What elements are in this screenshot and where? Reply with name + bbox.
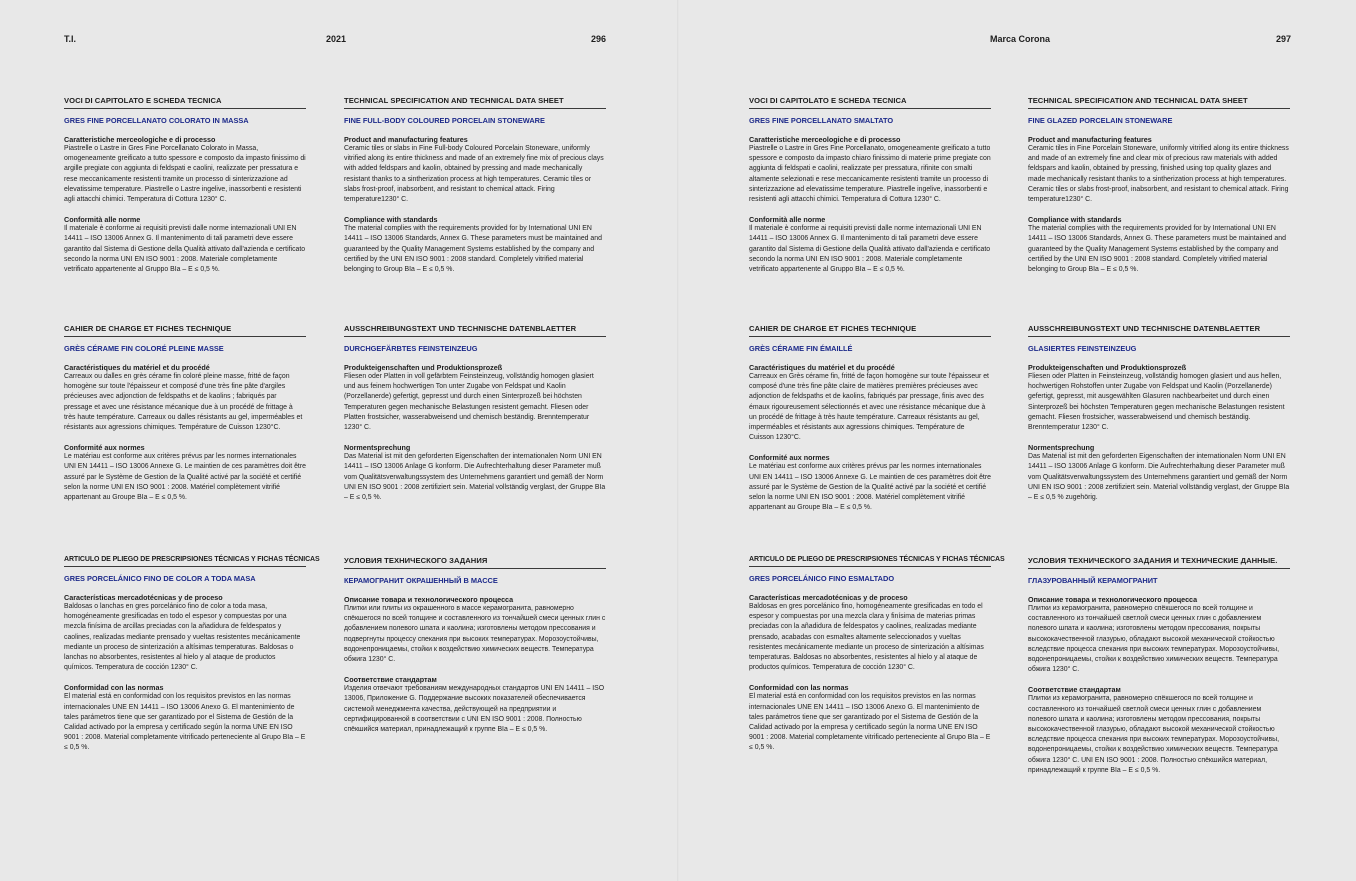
paragraph: Плитки из керамогранита, равномерно спёкшегося по всей толщине и составленного из тончайшей светлой смеси ценных глин с добавлением полевого шпата и каолина; изготовлены методом прессования, покрыты высококачественной глазурью, обладают высокой механической стойкостью вследствие процесса спекания при высоких температурах. Морозоустойчивы, водонепроницаемы, стойки к воздействию химических веществ. Температура обжига 1230° C. [1028, 605, 1280, 674]
paragraph: Il materiale è conforme ai requisiti previsti dalle norme internazionali UNI EN 14411 – ISO 13006 Annex G. Il mantenimento di tali parametri deve essere garantito dal Sistema di Gestione della Qualità attivato dall'azienda e certificato secondo la norma UNI EN ISO 9001 : 2008. Materiale completamente vetrificato appartenente al Gruppo BIa – E ≤ 0,5 %. [64, 225, 306, 274]
subheading: Conformidad con las normas [64, 683, 164, 693]
subheading: Caractéristiques du matériel et du procédé [749, 363, 895, 372]
paragraph: Das Material ist mit den geforderten Eigenschaften der internationalen Norm UNI EN 14411 – ISO 13006 Anlage G konform. Die Aufrechterhaltung dieser Parameter muß vom Qualitätsverwaltungssystem des Unternehmens garantiert und gemäß der Norm UNI EN ISO 9001 : 2008 zertifiziert sein. Material vollständig verglast, der Gruppe BIa – E ≤ 0,5 %. [344, 453, 606, 502]
section-italian [64, 96, 306, 275]
section-title: TECHNICAL SPECIFICATION AND TECHNICAL DATA SHEET [1028, 96, 1290, 109]
product-title: FINE FULL-BODY COLOURED PORCELAIN STONEWARE [344, 116, 545, 125]
product-title: ГЛАЗУРОВАННЫЙ КЕРАМОГРАНИТ [1028, 576, 1158, 585]
paragraph: The material complies with the requirements provided for by International UNI EN 14411 – ISO 13006 Standards, Annex G. These parameters must be maintained and guaranteed by the Quality Management Systems established by the company and certified by the UNI EN ISO 9001 : 2008 standard. Completely vitrified material belonging to Group BIa – E ≤ 0,5 %. [344, 225, 602, 274]
paragraph: Baldosas en gres porcelánico fino, homogéneamente gresificadas en todo el espesor y compuestas por una mezcla clara y finísima de materias primas preciadas con la añadidura de feldespatos y caolines, realizadas mediante prensado, acabadas con esmaltes altamente seleccionados y vueltas resistentes mecánicamente mediante un proceso de sinterización a altísimas temperaturas. Baldosas no absorbentes, resistentes al hielo y al ataque de productos químicos. Temperatura de cocción 1230° C. [749, 603, 984, 672]
header-brand: Marca Corona [990, 34, 1051, 44]
section-spanish [749, 556, 1005, 754]
subheading: Caractéristiques du matériel et du procédé [64, 363, 210, 372]
section-title: УСЛОВИЯ ТЕХНИЧЕСКОГО ЗАДАНИЯ И ТЕХНИЧЕСКИЕ ДАННЫЕ. [1028, 556, 1290, 569]
subheading: Compliance with standards [344, 215, 438, 225]
section-spanish [64, 556, 320, 754]
paragraph: Piastrelle o Lastre in Gres Fine Porcellanato, omogeneamente greificato a tutto spessore e composto da impasto chiaro finissimo di materie prime pregiate con aggiunta di feldspati e caolini, realizzate per pressatura, rifinite con smalti altamente selezionati e rese meccanicamente resistenti tramite un processo di sinterizzazione ad elevatissime temperature. Piastrelle ingelive, inassorbenti e resistenti agli attacchi chimici. Temperatura di Cottura 1230° C. [749, 145, 991, 204]
paragraph: Das Material ist mit den geforderten Eigenschaften der internationalen Norm UNI EN 14411 – ISO 13006 Anlage G konform. Die Aufrechterhaltung dieser Parameter muß vom Qualitätsverwaltungssystem des Unternehmens garantiert und gemäß der Norm UNI EN ISO 9001 : 2008 zertifiziert sein. Material vollständig verglast, der Gruppe BIa – E ≤ 0,5 % zugehörig. [1028, 453, 1290, 502]
subheading: Produkteigenschaften und Produktionsprozeß [344, 363, 503, 372]
page-number: 296 [591, 34, 607, 44]
paragraph: Piastrelle o Lastre in Gres Fine Porcellanato Colorato in Massa, omogeneamente greificato a tutto spessore e composto da impasto finissimo di argille pregiate con aggiunta di feldspati e caolini, realizzate per pressatura e rese meccanicamente resistenti tramite un processo di sinterizzazione ad elevatissime temperature. Piastrelle o Lastre ingelive, inassorbenti e resistenti agli attacchi chimici. Temperatura di Cottura 1230° C. [64, 145, 306, 204]
right-page [678, 0, 1356, 881]
section-english [1028, 96, 1290, 275]
section-title: VOCI DI CAPITOLATO E SCHEDA TECNICA [749, 96, 991, 109]
product-title: GRES PORCELÁNICO FINO ESMALTADO [749, 574, 895, 583]
section-italian [749, 96, 991, 275]
section-title: AUSSCHREIBUNGSTEXT UND TECHNISCHE DATENBLAETTER [344, 324, 606, 337]
product-title: GRES FINE PORCELLANATO SMALTATO [749, 116, 894, 125]
paragraph: Le matériau est conforme aux critères prévus par les normes internationales UNI EN 14411 – ISO 13006 Annexe G. Le maintien de ces paramètres doit être assuré par le Système de Gestion de la Qualité activé par la société et certifié selon la norme UNI EN ISO 9001 : 2008. Matériel complètement vitrifié appartenant au Groupe BIa – E ≤ 0,5 %. [64, 453, 306, 502]
section-title: TECHNICAL SPECIFICATION AND TECHNICAL DATA SHEET [344, 96, 606, 109]
subheading: Описание товара и технологического процесса [344, 595, 514, 604]
subheading: Caratteristiche merceologiche e di processo [749, 135, 901, 144]
product-title: КЕРАМОГРАНИТ ОКРАШЕННЫЙ В МАССЕ [344, 576, 498, 585]
paragraph: Плитки из керамогранита, равномерно спёкшегося по всей толщине и составленного из тончайшей светлой смеси ценных глин с добавлением полевого шпата и каолина; изготовлены методом прессования, покрыты высококачественной глазурью, обладают высокой механической стойкостью вследствие процесса спекания при высоких температурах. Морозоустойчивы, водонепроницаемы, стойки к воздействию химических веществ. Температура обжига 1230° C. UNI EN ISO 9001 : 2008. Полностью спёкшийся материал, принадлежащий к группе BIa – E ≤ 0,5 %. [1028, 695, 1280, 774]
section-title: CAHIER DE CHARGE ET FICHES TECHNIQUE [64, 324, 306, 337]
subheading: Conformidad con las normas [749, 683, 849, 693]
section-german [344, 324, 606, 503]
subheading: Product and manufacturing features [344, 135, 468, 144]
paragraph: Carreaux ou dalles en grès cérame fin coloré pleine masse, fritté de façon homogène sur toute l'épaisseur et composé d'une très fine pâte d'argiles précieuses avec adjonction de feldspaths et de kaolins ; fabriqués par pressage et avec une résistance mécanique due à un procédé de frittage à très haute température. Carreaux ou dalles résistants au gel, imperméables et résistants aux agressions chimiques. Température de Cuisson 1230°C. [64, 373, 303, 432]
paragraph: Ceramic tiles or slabs in Fine Full-body Coloured Porcelain Stoneware, uniformly vitrified along its entire thickness and made of an extremely fine mix of precious clays with added feldspars and kaolin, obtained by pressing and made mechanically resistant thanks to a sintherization process at high temperatures. Ceramic tiles or slabs frost-proof, inabsorbent, and resistant to chemical attack. Firing temperature1230° C. [344, 145, 604, 204]
subheading: Características mercadotécnicas y de proceso [64, 593, 223, 602]
section-title: VOCI DI CAPITOLATO E SCHEDA TECNICA [64, 96, 306, 109]
product-title: GRES PORCELÁNICO FINO DE COLOR A TODA MASA [64, 574, 256, 583]
subheading: Описание товара и технологического процесса [1028, 595, 1198, 604]
section-russian [1028, 556, 1290, 776]
paragraph: Il materiale è conforme ai requisiti previsti dalle norme internazionali UNI EN 14411 – ISO 13006 Annex G. Il mantenimento di tali parametri deve essere garantito dal Sistema di Gestione della Qualità attivato dall'azienda e certificato secondo la norma UNI EN ISO 9001 : 2008. Materiale completamente vetrificato appartenente al Gruppo BIa – E ≤ 0,5 %. [749, 225, 991, 274]
paragraph: Плитки или плиты из окрашенного в массе керамогранита, равномерно спёкшегося по всей толщине и составленного из тончайшей смеси ценных глин с добавлением полевого шпата и каолина; изготовлены методом прессования и подвергнуты процессу спекания при высоких температурах. Морозоустойчивы, водонепроницаемы, стойки к воздействию химических веществ. Температура обжига 1230° C. [344, 605, 606, 664]
subheading: Соответствие стандартам [344, 675, 437, 685]
section-english [344, 96, 606, 275]
paragraph: El material está en conformidad con los requisitos previstos en las normas internacionales UNE EN 14411 – ISO 13006 Anexo G. El mantenimiento de tales parámetros tiene que ser garantizado por el Sistema de Gestión de la Calidad activado por la empresa y certificado según la norma UNE EN ISO 9001 : 2008. Material completamente vitrificado perteneciente al Grupo BIa – E ≤ 0,5 %. [749, 693, 991, 752]
section-french [749, 324, 991, 513]
product-title: GRES FINE PORCELLANATO COLORATO IN MASSA [64, 116, 249, 125]
paragraph: Le matériau est conforme aux critères prévus par les normes internationales UNI EN 14411 – ISO 13006 Annexe G. Le maintien de ces paramètres doit être assuré par le Système de Gestion de la Qualité activé par la société et certifié selon la norme UNI EN ISO 9001 : 2008. Matériel complètement vitrifié appartenant au Groupe BIa – E ≤ 0,5 %. [749, 463, 991, 512]
paragraph: The material complies with the requirements provided for by International UNI EN 14411 – ISO 13006 Standards, Annex G. These parameters must be maintained and guaranteed by the Quality Management Systems established by the company and certified by the UNI EN ISO 9001 : 2008 standard. Completely vitrified material belonging to Group BIa – E ≤ 0,5 %. [1028, 225, 1286, 274]
subheading: Conformité aux normes [749, 453, 830, 463]
subheading: Conformità alle norme [64, 215, 141, 225]
subheading: Соответствие стандартам [1028, 685, 1121, 695]
subheading: Compliance with standards [1028, 215, 1122, 225]
header-year: 2021 [326, 34, 347, 44]
subheading: Normentsprechung [1028, 443, 1095, 453]
section-title: УСЛОВИЯ ТЕХНИЧЕСКОГО ЗАДАНИЯ [344, 556, 606, 569]
subheading: Conformité aux normes [64, 443, 145, 453]
product-title: DURCHGEFÄRBTES FEINSTEINZEUG [344, 344, 478, 353]
paragraph: Fliesen oder Platten in voll gefärbtem Feinsteinzeug, vollständig homogen glasiert und aus feinem hochwertigen Ton unter Zugabe von Feldspat und Kaolin (Porzellanerde) gefertigt, gepresst und durch einen Sinterprozeß bei höchsten Temperaturen gegen mechanische Belastungen resistent gemacht. Fliesen oder Platten frostsicher, wasserabweisend und chemisch beständig. Brenntemperatur 1230° C. [344, 373, 594, 432]
section-title: ARTICULO DE PLIEGO DE PRESCRIPSIONES TÉCNICAS Y FICHAS TÉCNICAS [749, 556, 991, 567]
section-russian [344, 556, 606, 735]
paragraph: El material está en conformidad con los requisitos previstos en las normas internacionales UNE EN 14411 – ISO 13006 Anexo G. El mantenimiento de tales parámetros tiene que ser garantizado por el Sistema de Gestión de la Calidad activado por la empresa y certificado según la norma UNE EN ISO 9001 : 2008. Material completamente vitrificado perteneciente al Grupo BIa – E ≤ 0,5 %. [64, 693, 306, 752]
subheading: Product and manufacturing features [1028, 135, 1152, 144]
subheading: Caratteristiche merceologiche e di processo [64, 135, 216, 144]
product-title: GRÈS CÉRAME FIN ÉMAILLÉ [749, 344, 853, 353]
section-french [64, 324, 306, 503]
product-title: GLASIERTES FEINSTEINZEUG [1028, 344, 1137, 353]
product-title: FINE GLAZED PORCELAIN STONEWARE [1028, 116, 1173, 125]
section-german [1028, 324, 1290, 503]
subheading: Características mercadotécnicas y de proceso [749, 593, 908, 602]
subheading: Normentsprechung [344, 443, 411, 453]
section-title: ARTICULO DE PLIEGO DE PRESCRIPSIONES TÉCNICAS Y FICHAS TÉCNICAS [64, 556, 306, 567]
subheading: Conformità alle norme [749, 215, 826, 225]
header-label: T.I. [64, 34, 77, 44]
paragraph: Fliesen oder Platten in Feinsteinzeug, vollständig homogen glasiert und aus hellen, hochwertigen Rohstoffen unter Zugabe von Feldspat und Kaolin (Porzellanerde) gefertigt, gepresst, mit ausgewählten Glasuren nachbearbeitet und durch einen Sinterprozeß bei höchsten Temperaturen gegen mechanische Belastungen resistent gemacht. Fliesen frostsicher, wasserabweisend und chemisch beständig. Brenntemperatur 1230° C. [1028, 373, 1285, 432]
paragraph: Изделия отвечают требованиям международных стандартов UNI EN 14411 – ISO 13006, Приложение G. Поддержание высоких показателей обеспечивается системой менеджмента качества, действующей на предприятии и сертифицированной в соответствии с UNI EN ISO 9001 : 2008. Полностью спёкшийся материал, принадлежащий к группе BIa – E ≤ 0,5 %. [344, 685, 605, 734]
paragraph: Baldosas o lanchas en gres porcelánico fino de color a toda masa, homogéneamente gresificadas en todo el espesor y compuestas por una mezcla finísima de arcillas preciadas con la añadidura de feldespatos y caolines, realizadas mediante prensado y vueltas resistentes mecánicamente mediante un proceso de sinterización a altísimas temperaturas. Baldosas o lanchas no absorbentes, resistentes al hielo y al ataque de productos químicos. Temperatura de cocción 1230° C. [64, 603, 301, 672]
page-number: 297 [1276, 34, 1292, 44]
paragraph: Ceramic tiles in Fine Porcelain Stoneware, uniformly vitrified along its entire thickness and made of an extremely fine and clear mix of precious raw materials with added feldspars and kaolin, obtained by pressing, finished using top quality glazes and made mechanically resistant thanks to a sintherization process at high temperatures. Ceramic tiles or slabs frost-proof, inabsorbent, and resistant to chemical attack. Firing temperature1230° C. [1028, 145, 1289, 204]
subheading: Produkteigenschaften und Produktionsprozeß [1028, 363, 1187, 372]
product-title: GRÈS CÉRAME FIN COLORÉ PLEINE MASSE [64, 344, 224, 353]
paragraph: Carreaux en Grès cérame fin, fritté de façon homogène sur toute l'épaisseur et composé d'une très fine pâte claire de matières premières précieuses avec adjonction de feldspaths et de kaolins, fabriqués par pressage, finis avec des émaux rigoureusement sélectionnés et avec une résistance mécanique due à un procédé de frittage à très haute température. Carreaux résistants au gel, imperméables et résistants aux agressions chimiques. Température de Cuisson 1230°C. [749, 373, 989, 442]
section-title: CAHIER DE CHARGE ET FICHES TECHNIQUE [749, 324, 991, 337]
section-title: AUSSCHREIBUNGSTEXT UND TECHNISCHE DATENBLAETTER [1028, 324, 1290, 337]
